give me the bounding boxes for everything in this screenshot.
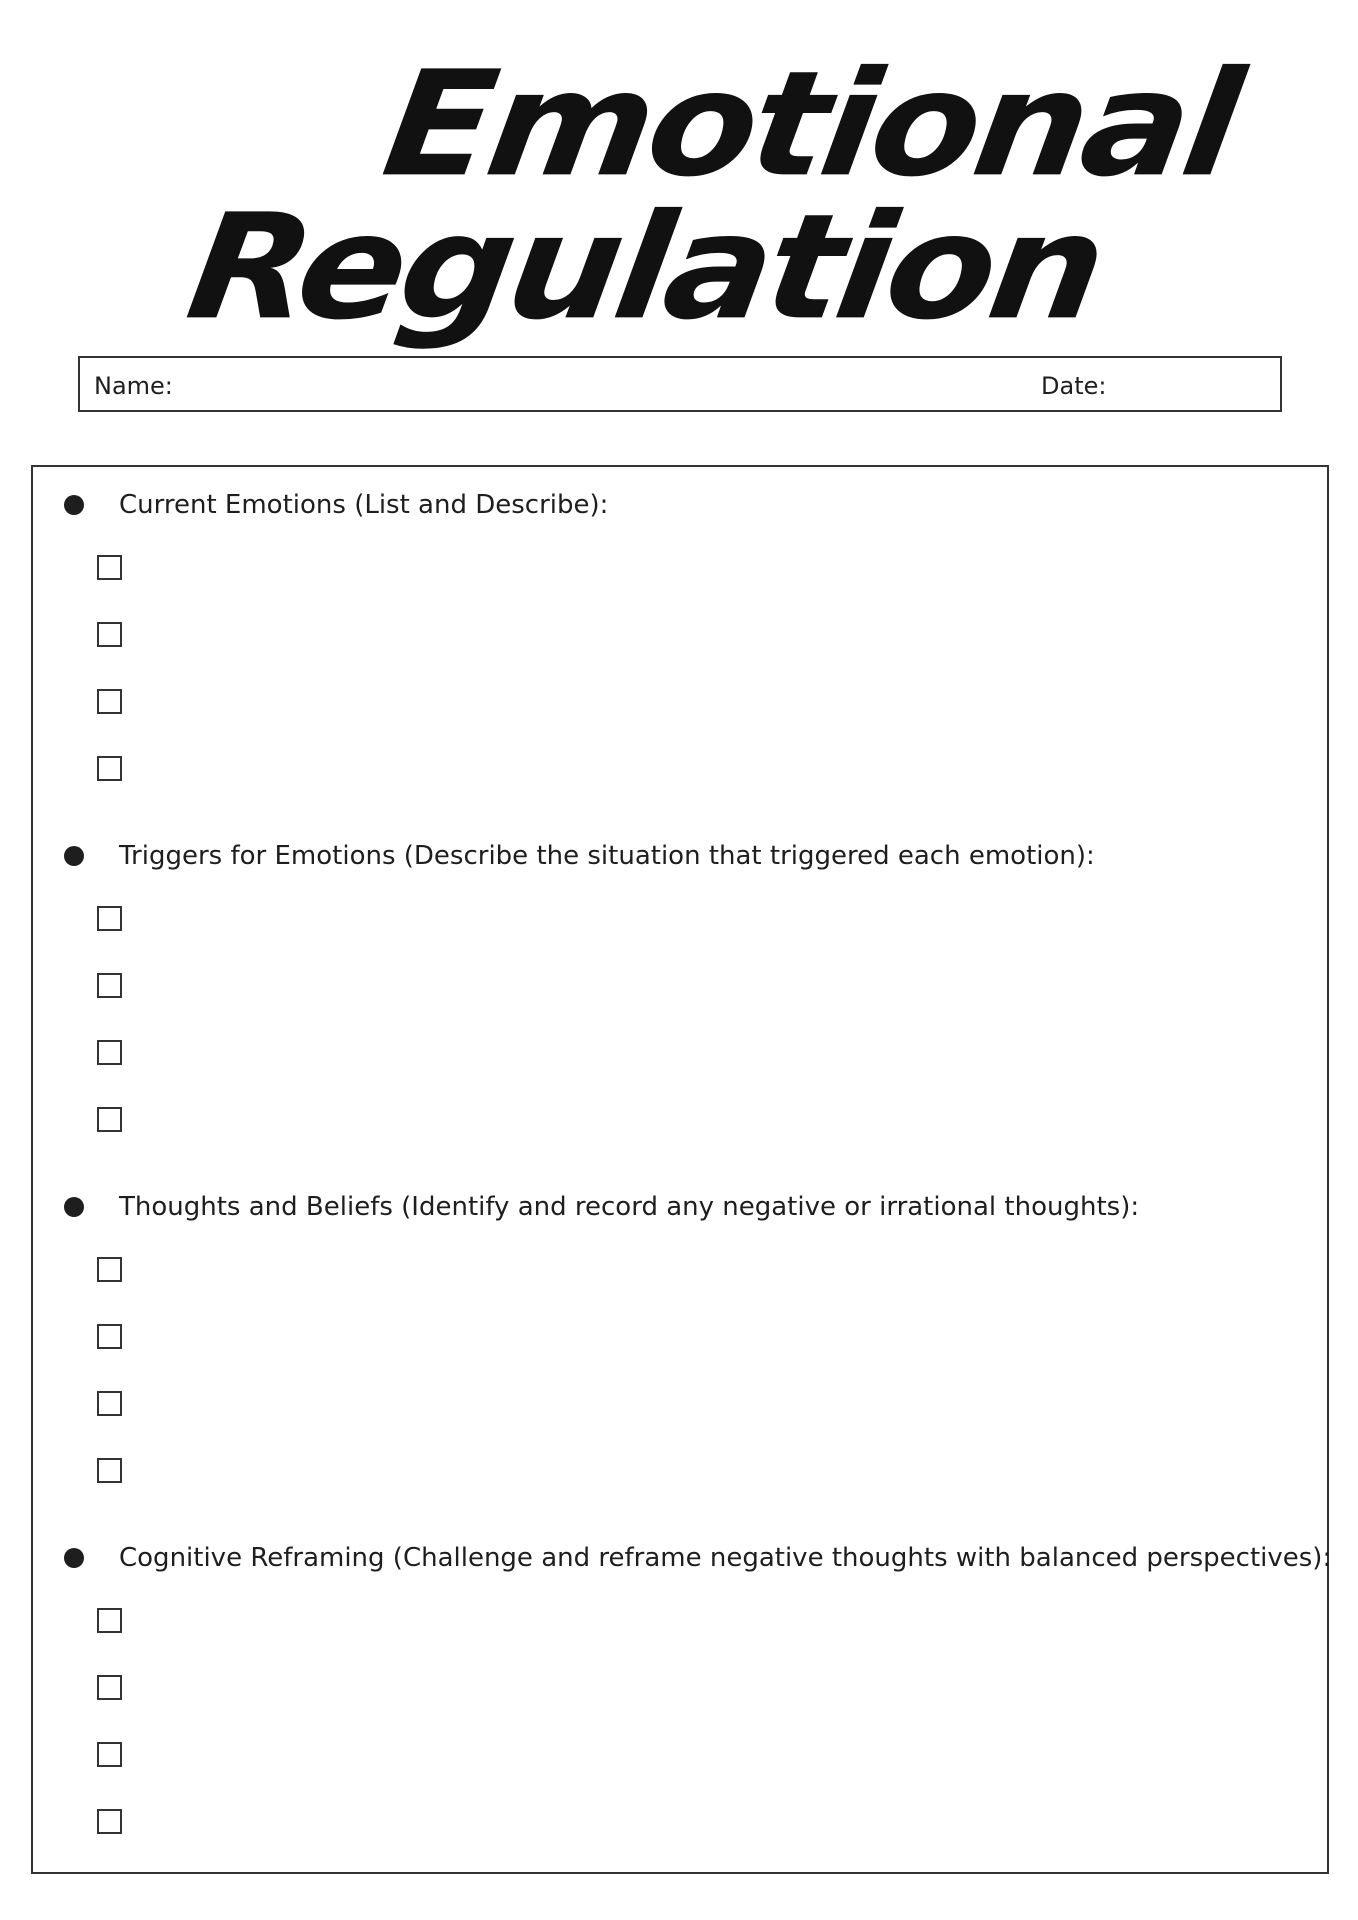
name-date-box	[78, 356, 1282, 412]
bullet-icon	[64, 495, 84, 515]
checkbox[interactable]	[97, 1458, 122, 1483]
name-label: Name:	[94, 372, 173, 400]
checkbox[interactable]	[97, 1040, 122, 1065]
checkbox[interactable]	[97, 622, 122, 647]
checkbox[interactable]	[97, 1675, 122, 1700]
checkbox[interactable]	[97, 906, 122, 931]
checkbox[interactable]	[97, 973, 122, 998]
checkbox[interactable]	[97, 1809, 122, 1834]
date-label: Date:	[1041, 372, 1107, 400]
section-triggers	[33, 818, 1327, 1158]
title-line-1: Emotional	[373, 40, 1248, 210]
checkbox[interactable]	[97, 1391, 122, 1416]
section-thoughts-beliefs	[33, 1169, 1327, 1509]
section-heading: Current Emotions (List and Describe):	[119, 490, 609, 520]
bullet-icon	[64, 846, 84, 866]
section-heading: Thoughts and Beliefs (Identify and record any negative or irrational thoughts):	[119, 1192, 1140, 1222]
checkbox[interactable]	[97, 1608, 122, 1633]
section-heading: Triggers for Emotions (Describe the situation that triggered each emotion):	[119, 841, 1095, 871]
checkbox[interactable]	[97, 1742, 122, 1767]
checkbox[interactable]	[97, 1257, 122, 1282]
section-current-emotions	[33, 467, 1327, 807]
section-cognitive-reframing	[33, 1520, 1332, 1860]
bullet-icon	[64, 1197, 84, 1217]
checkbox[interactable]	[97, 1324, 122, 1349]
checkbox[interactable]	[97, 756, 122, 781]
section-heading: Cognitive Reframing (Challenge and reframe negative thoughts with balanced perspectives):	[119, 1543, 1332, 1573]
worksheet-box	[31, 465, 1332, 1874]
checkbox[interactable]	[97, 1107, 122, 1132]
checkbox[interactable]	[97, 689, 122, 714]
bullet-icon	[64, 1548, 84, 1568]
title-line-2: Regulation	[177, 183, 1112, 353]
checkbox[interactable]	[97, 555, 122, 580]
